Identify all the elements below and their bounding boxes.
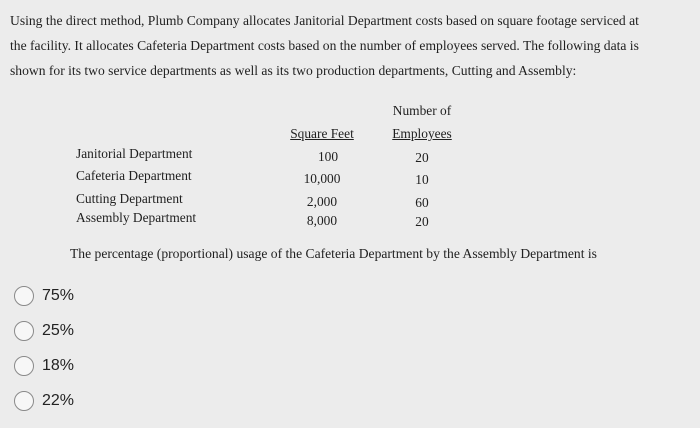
row-cutting-label: Cutting Department [76,191,183,206]
employees-header-top: Number of [392,103,452,118]
row-janitorial-employees: 20 [415,150,429,165]
option-label: 25% [42,322,75,339]
option-label: 22% [42,392,75,409]
employees-header-bottom: Employees [392,126,452,141]
intro-line-2: the facility. It allocates Cafeteria Department costs based on the number of employees served. The following data is [10,38,639,53]
option-18[interactable] [14,354,134,378]
option-label: 75% [42,287,75,304]
option-25[interactable] [14,319,134,343]
row-assembly-label: Assembly Department [76,210,197,225]
row-cutting-employees: 60 [415,195,429,210]
row-assembly-square-feet: 8,000 [306,213,338,228]
radio-circle-icon[interactable] [14,321,34,341]
intro-line-1: Using the direct method, Plumb Company allocates Janitorial Department costs based on square footage serviced at [10,13,639,28]
option-22[interactable] [14,389,134,413]
row-cafeteria-square-feet: 10,000 [303,171,341,186]
row-janitorial-square-feet: 100 [317,149,339,164]
radio-circle-icon[interactable] [14,286,34,306]
row-cafeteria-employees: 10 [415,172,429,187]
radio-circle-icon[interactable] [14,356,34,376]
row-janitorial-label: Janitorial Department [76,146,193,161]
row-cutting-square-feet: 2,000 [306,194,338,209]
option-75[interactable] [14,284,134,308]
intro-line-3: shown for its two service departments as well as its two production departments, Cutting and Assembly: [10,63,577,78]
row-assembly-employees: 20 [415,214,429,229]
radio-circle-icon[interactable] [14,391,34,411]
square-feet-header: Square Feet [290,126,354,141]
question-text: The percentage (proportional) usage of the Cafeteria Department by the Assembly Department is [70,246,597,261]
option-label: 18% [42,357,75,374]
row-cafeteria-label: Cafeteria Department [76,168,192,183]
